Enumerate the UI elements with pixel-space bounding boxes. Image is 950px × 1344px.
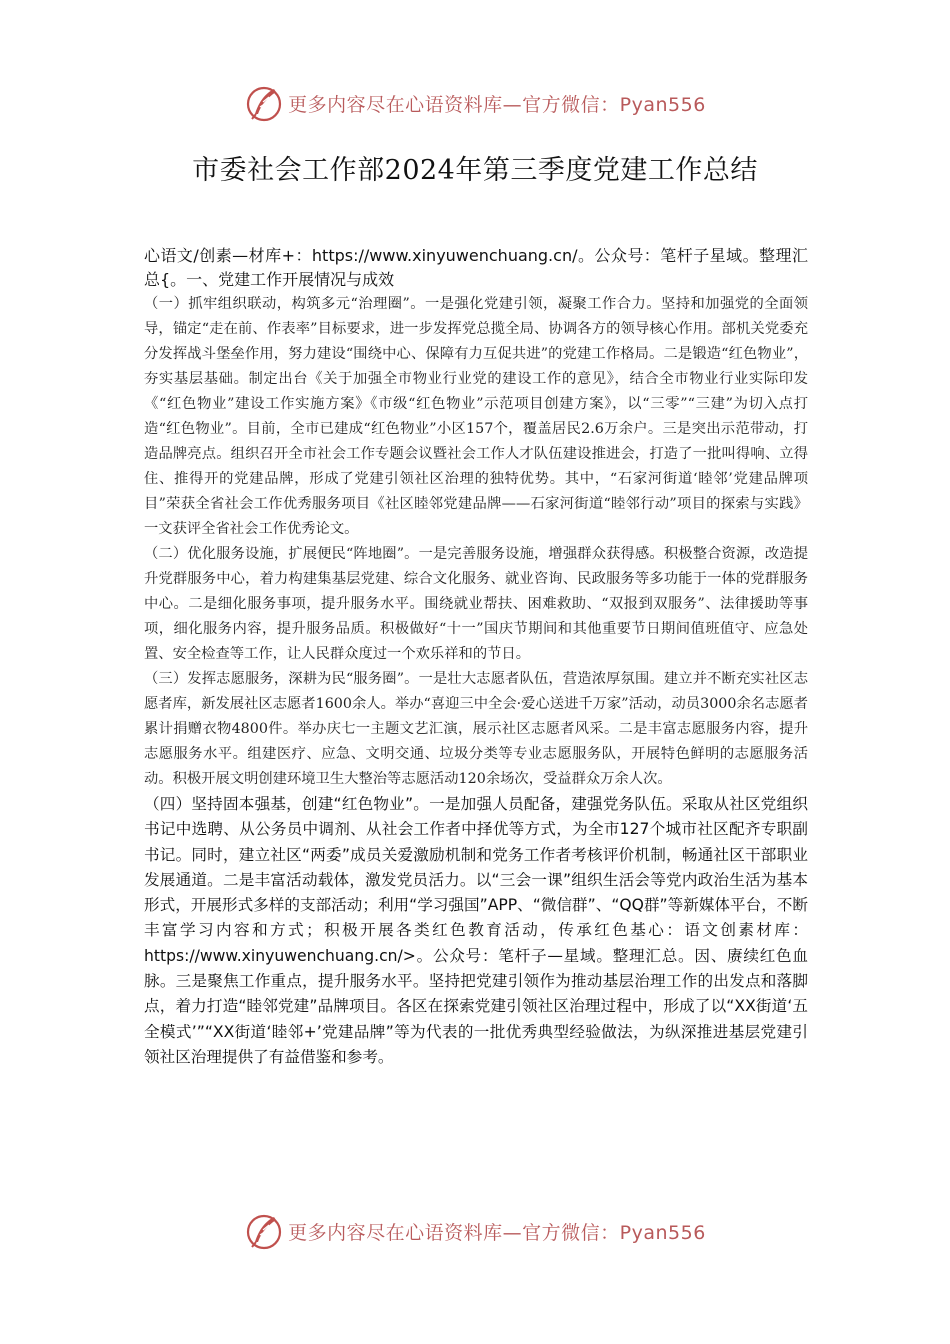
header-banner bbox=[0, 80, 950, 126]
document-body bbox=[144, 244, 808, 1070]
intro-line: 心语文/创素—材库+：https://www.xinyuwenchuang.cn/。公众号：笔杆子星域。整理汇总{。一、党建工作开展情况与成效 bbox=[144, 246, 808, 289]
paragraph-4: （四）坚持固本强基，创建“红色物业”。一是加强人员配备，建强党务队伍。采取从社区党组织书记中选聘、从公务员中调剂、从社会工作者中择优等方式，为全市127个城市社区配齐专职副书记。同时，建立社区“两委”成员关爱激励机制和党务工作者考核评价机制，畅通社区干部职业发展通道。二是丰富活动载体，激发党员活力。以“三会一课”组织生活会等党内政治生活为基本形式，开展形式多样的支部活动；利用“学习强国”APP、“微信群”、“QQ群”等新媒体平台，不断丰富学习内容和方式；积极开展各类红色教育活动，传承红色基心：语文创素材库：https://www.xinyuwenchuang.cn/>。公众号：笔杆子—星域。整理汇总。因、赓续红色血脉。三是聚焦工作重点，提升服务水平。坚持把党建引领作为推动基层治理工作的出发点和落脚点，着力打造“睦邻党建”品牌项目。各区在探索党建引领社区治理过程中，形成了以“XX街道‘五全模式’”“XX街道‘睦邻+’党建品牌”等为代表的一批优秀典型经验做法，为纵深推进基层党建引领社区治理提供了有益借鉴和参考。 bbox=[144, 795, 808, 1066]
feather-pen-logo-icon bbox=[244, 83, 284, 123]
paragraph-1: （一）抓牢组织联动，构筑多元“治理圈”。一是强化党建引领，凝聚工作合力。坚持和加强党的全面领导，锚定“走在前、作表率”目标要求，进一步发挥党总揽全局、协调各方的领导核心作用。部机关党委充分发挥战斗堡垒作用，努力建设“围绕中心、保障有力互促共进”的党建工作格局。二是锻造“红色物业”，夯实基层基础。制定出台《关于加强全市物业行业党的建设工作的意见》，结合全市物业行业实际印发《“红色物业”建设工作实施方案》《市级“红色物业”示范项目创建方案》，以“三零”“三建”为切入点打造“红色物业”。目前，全市已建成“红色物业”小区157个，覆盖居民2.6万余户。三是突出示范带动，打造品牌亮点。组织召开全市社会工作专题会议暨社会工作人才队伍建设推进会，打造了一批叫得响、立得住、推得开的党建品牌，形成了党建引领社区治理的独特优势。其中，“石家河街道‘睦邻’党建品牌项目”荣获全省社会工作优秀服务项目《社区睦邻党建品牌——石家河街道“睦邻行动”项目的探索与实践》一文获评全省社会工作优秀论文。 bbox=[144, 296, 808, 537]
document-title: 市委社会工作部2024年第三季度党建工作总结 bbox=[192, 155, 758, 186]
feather-pen-logo-icon bbox=[244, 1211, 284, 1251]
footer-banner bbox=[0, 1208, 950, 1254]
banner-text: 更多内容尽在心语资料库—官方微信：Pyan556 bbox=[288, 1221, 706, 1244]
paragraph-3: （三）发挥志愿服务，深耕为民“服务圈”。一是壮大志愿者队伍，营造浓厚氛围。建立并不断充实社区志愿者库，新发展社区志愿者1600余人。举办“喜迎三中全会·爱心送进千万家”活动，动员3000余名志愿者累计捐赠衣物4800件。举办庆七一主题文艺汇演，展示社区志愿者风采。二是丰富志愿服务内容，提升志愿服务水平。组建医疗、应急、文明交通、垃圾分类等专业志愿服务队，开展特色鲜明的志愿服务活动。积极开展文明创建环境卫生大整治等志愿活动120余场次，受益群众万余人次。 bbox=[144, 671, 808, 787]
banner-text: 更多内容尽在心语资料库—官方微信：Pyan556 bbox=[288, 93, 706, 116]
paragraph-2: （二）优化服务设施，扩展便民“阵地圈”。一是完善服务设施，增强群众获得感。积极整合资源，改造提升党群服务中心，着力构建集基层党建、综合文化服务、就业咨询、民政服务等多功能于一体的党群服务中心。二是细化服务事项，提升服务水平。围绕就业帮扶、困难救助、“双报到双服务”、法律援助等事项，细化服务内容，提升服务品质。积极做好“十一”国庆节期间和其他重要节日期间值班值守、应急处置、安全检查等工作，让人民群众度过一个欢乐祥和的节日。 bbox=[144, 546, 808, 662]
